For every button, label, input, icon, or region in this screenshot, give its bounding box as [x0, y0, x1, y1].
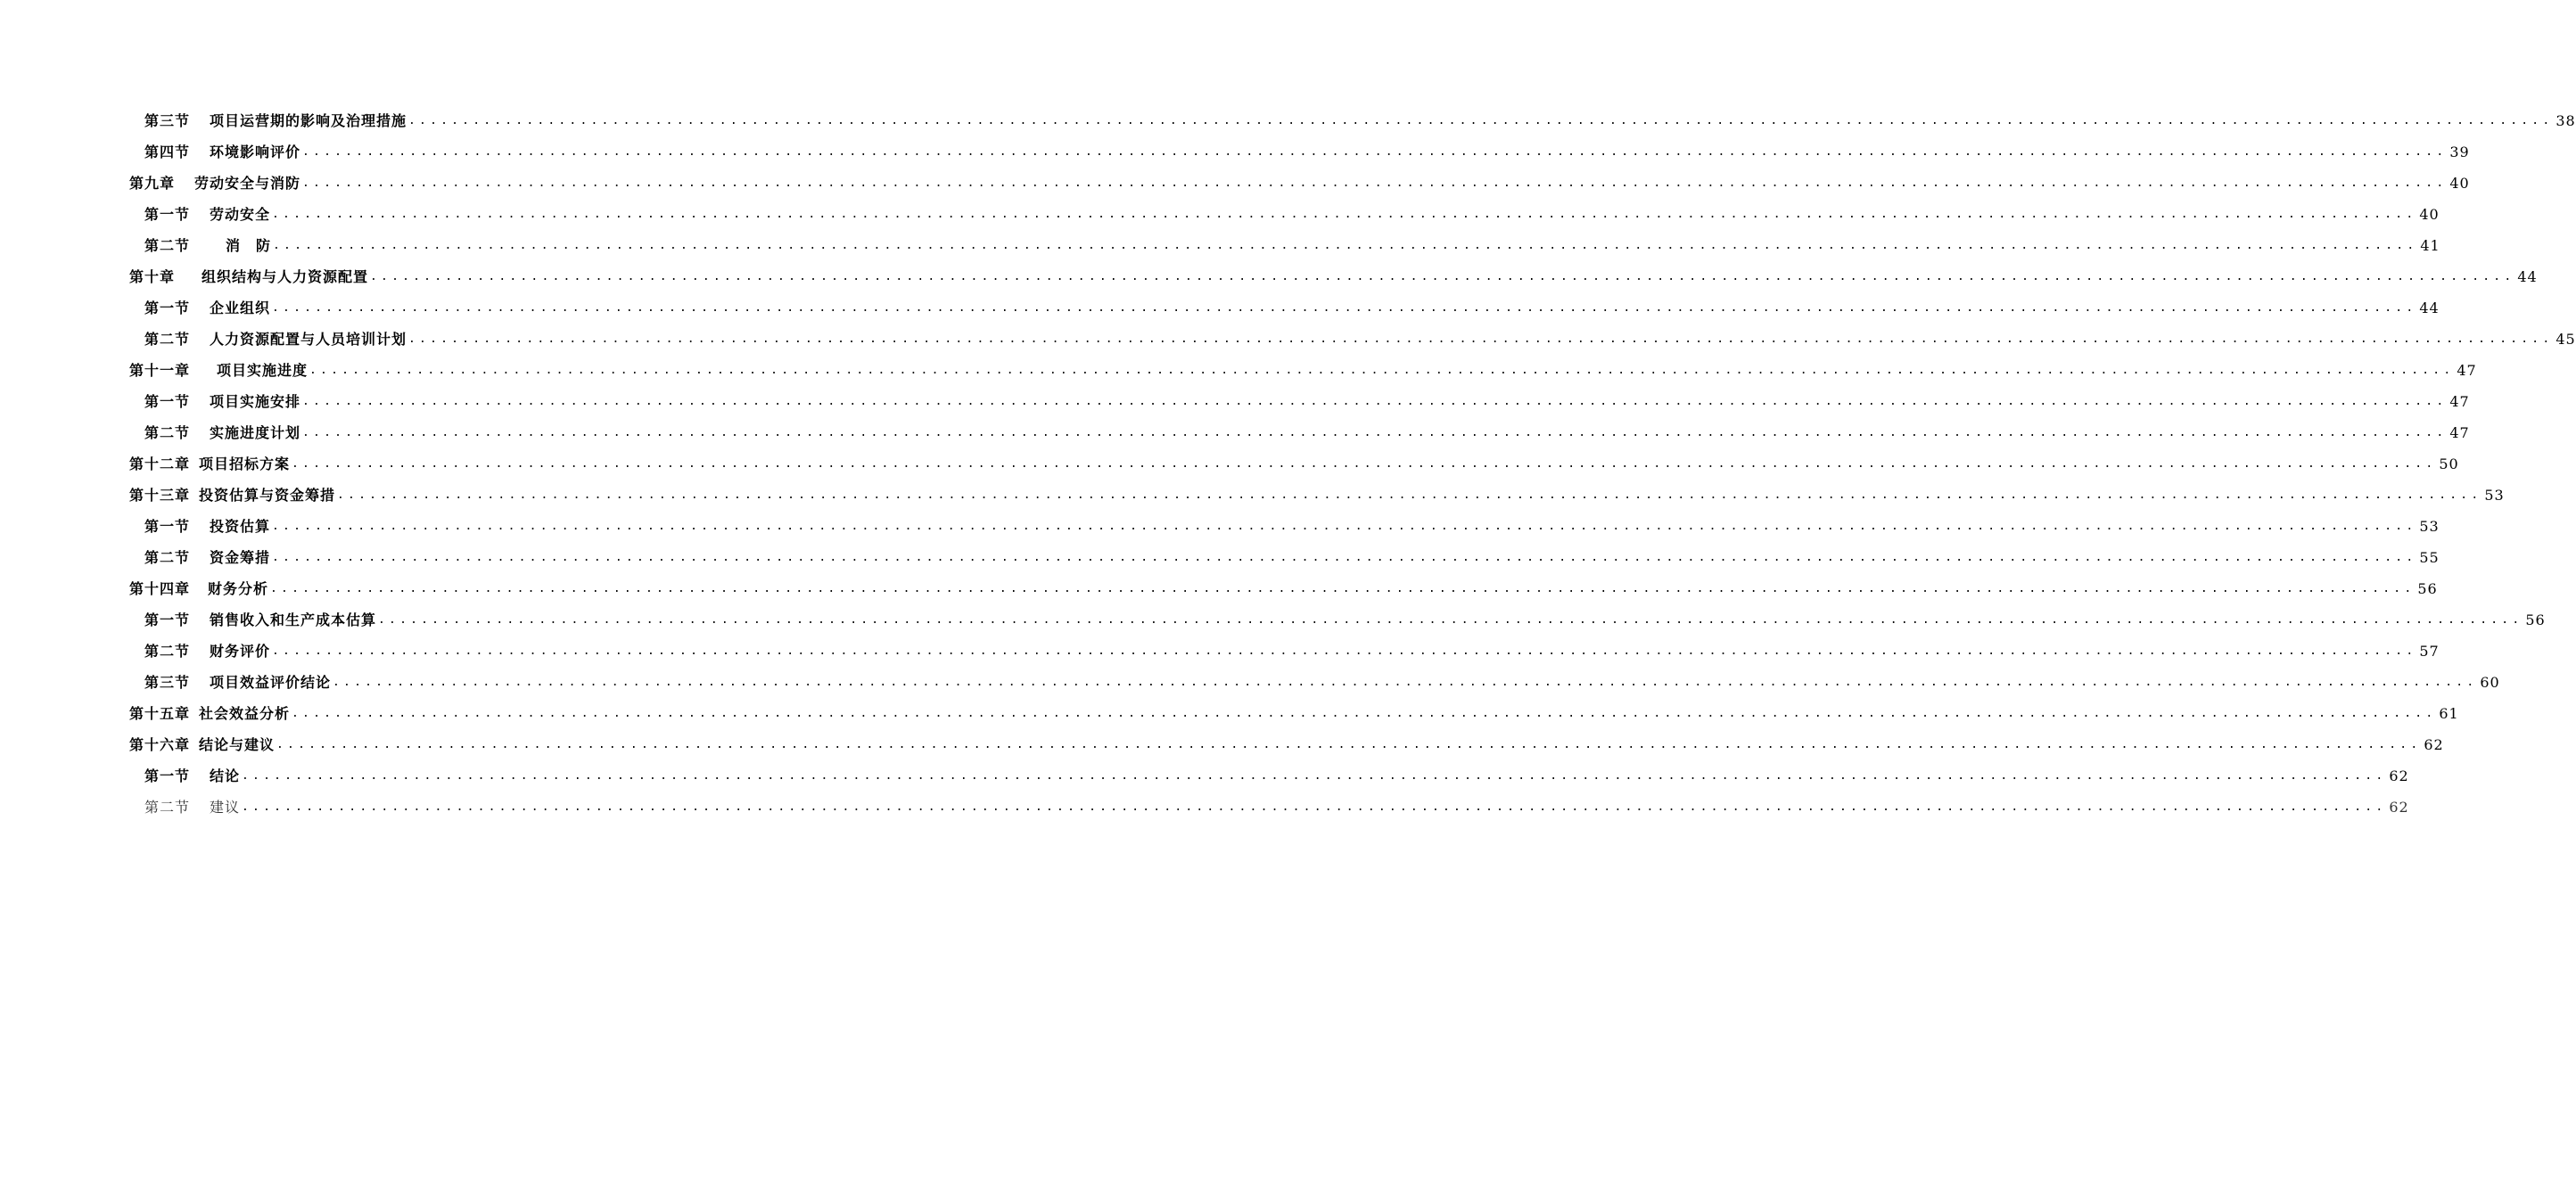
toc-entry-label: 第一节 [144, 611, 191, 628]
toc-page-number: 41 [2420, 237, 2440, 254]
toc-entry-label: 第三节 [144, 674, 191, 691]
toc-chapter-entry[interactable] [129, 573, 2438, 604]
toc-entry-label: 第二节 [144, 799, 191, 816]
toc-entry-label: 第九章 [129, 175, 176, 192]
toc-entry-title: 劳动安全 [210, 206, 271, 223]
toc-dot-leader: ........................................................................................................................................................................................................ [242, 800, 2387, 814]
toc-chapter-entry[interactable] [129, 261, 2538, 292]
toc-page-number: 62 [2389, 799, 2409, 816]
toc-section-entry[interactable] [144, 511, 2440, 542]
toc-entry-label: 第一节 [144, 393, 191, 410]
toc-entry-title: 投资估算 [210, 518, 271, 535]
toc-section-entry[interactable] [144, 604, 2546, 636]
toc-entry-label: 第二节 [144, 549, 191, 566]
toc-chapter-entry[interactable] [129, 355, 2477, 386]
toc-section-entry[interactable] [144, 636, 2440, 667]
toc-entry-title: 环境影响评价 [210, 144, 301, 160]
toc-entry-label: 第二节 [144, 237, 191, 254]
toc-entry-title: 销售收入和生产成本估算 [210, 611, 377, 628]
toc-page-number: 57 [2419, 643, 2440, 660]
toc-entry-label: 第十二章 [129, 455, 191, 472]
toc-section-entry[interactable] [144, 230, 2440, 261]
toc-entry-title: 财务评价 [210, 643, 271, 660]
toc-entry-title: 人力资源配置与人员培训计划 [210, 331, 407, 348]
toc-section-entry[interactable] [144, 760, 2409, 792]
toc-entry-label: 第十章 [129, 268, 176, 285]
toc-entry-title: 结论与建议 [199, 736, 276, 753]
toc-entry-label: 第十六章 [129, 736, 191, 753]
toc-section-entry[interactable] [144, 667, 2500, 698]
table-of-contents [0, 105, 2576, 823]
toc-page-number: 40 [2419, 206, 2440, 223]
toc-section-entry[interactable] [144, 324, 2576, 355]
toc-page-number: 38 [2555, 112, 2576, 129]
toc-dot-leader: ........................................................................................................................................................................................................ [408, 114, 2554, 127]
toc-entry-title: 项目实施进度 [217, 362, 309, 379]
toc-entry-title: 社会效益分析 [199, 705, 291, 722]
toc-entry-title: 结论 [210, 767, 241, 784]
toc-entry-label: 第二节 [144, 643, 191, 660]
toc-section-entry[interactable] [144, 105, 2576, 136]
toc-dot-leader: ........................................................................................................................................................................................................ [270, 582, 2416, 595]
toc-entry-label: 第十一章 [129, 362, 191, 379]
toc-dot-leader: ........................................................................................................................................................................................................ [272, 520, 2417, 533]
toc-chapter-entry[interactable] [129, 448, 2459, 480]
toc-entry-label: 第十四章 [129, 580, 191, 597]
toc-entry-label: 第十三章 [129, 487, 191, 504]
toc-dot-leader: ........................................................................................................................................................................................................ [337, 488, 2482, 502]
toc-entry-title: 项目运营期的影响及治理措施 [210, 112, 407, 129]
toc-dot-leader: ........................................................................................................................................................................................................ [333, 676, 2478, 689]
toc-entry-title: 实施进度计划 [210, 424, 301, 441]
toc-page-number: 60 [2480, 674, 2500, 691]
toc-section-entry[interactable] [144, 542, 2440, 573]
toc-dot-leader: ........................................................................................................................................................................................................ [272, 301, 2417, 315]
toc-page-number: 53 [2484, 487, 2505, 504]
toc-dot-leader: ........................................................................................................................................................................................................ [292, 457, 2437, 471]
toc-page-number: 44 [2517, 268, 2538, 285]
toc-dot-leader: ........................................................................................................................................................................................................ [408, 332, 2554, 346]
toc-section-entry[interactable] [144, 199, 2440, 230]
toc-chapter-entry[interactable] [129, 698, 2459, 729]
toc-entry-title: 组织结构与人力资源配置 [202, 268, 369, 285]
toc-page-number: 55 [2419, 549, 2440, 566]
toc-page-number: 61 [2439, 705, 2459, 722]
toc-entry-title: 劳动安全与消防 [194, 175, 301, 192]
toc-dot-leader: ........................................................................................................................................................................................................ [272, 208, 2417, 221]
toc-dot-leader: ........................................................................................................................................................................................................ [272, 644, 2417, 658]
toc-dot-leader: ........................................................................................................................................................................................................ [378, 613, 2523, 627]
toc-section-entry[interactable] [144, 417, 2470, 448]
toc-dot-leader: ........................................................................................................................................................................................................ [273, 239, 2418, 252]
toc-entry-label: 第一节 [144, 300, 191, 316]
toc-entry-title: 企业组织 [210, 300, 271, 316]
toc-entry-label: 第一节 [144, 206, 191, 223]
toc-entry-label: 第一节 [144, 767, 191, 784]
toc-dot-leader: ........................................................................................................................................................................................................ [272, 551, 2417, 564]
toc-entry-label: 第二节 [144, 331, 191, 348]
toc-page-number: 53 [2419, 518, 2440, 535]
toc-dot-leader: ........................................................................................................................................................................................................ [276, 738, 2422, 751]
toc-page-number: 39 [2449, 144, 2470, 160]
toc-section-entry[interactable] [144, 792, 2409, 823]
toc-entry-title: 消 防 [226, 237, 272, 254]
toc-page-number: 44 [2419, 300, 2440, 316]
toc-dot-leader: ........................................................................................................................................................................................................ [292, 707, 2437, 720]
toc-dot-leader: ........................................................................................................................................................................................................ [242, 769, 2387, 783]
toc-entry-title: 项目效益评价结论 [210, 674, 332, 691]
toc-chapter-entry[interactable] [129, 168, 2470, 199]
toc-chapter-entry[interactable] [129, 729, 2444, 760]
toc-page-number: 47 [2457, 362, 2477, 379]
toc-dot-leader: ........................................................................................................................................................................................................ [302, 145, 2448, 159]
toc-entry-label: 第二节 [144, 424, 191, 441]
toc-dot-leader: ........................................................................................................................................................................................................ [302, 395, 2448, 408]
toc-page-number: 47 [2449, 424, 2470, 441]
toc-entry-title: 资金筹措 [210, 549, 271, 566]
toc-page-number: 56 [2525, 611, 2546, 628]
toc-dot-leader: ........................................................................................................................................................................................................ [309, 364, 2455, 377]
toc-page-number: 62 [2424, 736, 2444, 753]
toc-page-number: 47 [2449, 393, 2470, 410]
toc-entry-label: 第三节 [144, 112, 191, 129]
toc-entry-label: 第一节 [144, 518, 191, 535]
toc-page-number: 62 [2389, 767, 2409, 784]
toc-page-number: 40 [2449, 175, 2470, 192]
toc-entry-title: 建议 [210, 799, 241, 816]
toc-section-entry[interactable] [144, 386, 2470, 417]
toc-section-entry[interactable] [144, 136, 2470, 168]
toc-chapter-entry[interactable] [129, 480, 2505, 511]
toc-page-number: 45 [2555, 331, 2576, 348]
toc-entry-title: 投资估算与资金筹措 [199, 487, 336, 504]
toc-dot-leader: ........................................................................................................................................................................................................ [302, 176, 2448, 190]
toc-entry-title: 财务分析 [208, 580, 269, 597]
toc-page-number: 50 [2439, 455, 2459, 472]
toc-page-number: 56 [2417, 580, 2438, 597]
toc-entry-label: 第四节 [144, 144, 191, 160]
toc-dot-leader: ........................................................................................................................................................................................................ [370, 270, 2515, 283]
toc-entry-title: 项目招标方案 [199, 455, 291, 472]
toc-dot-leader: ........................................................................................................................................................................................................ [302, 426, 2448, 439]
toc-entry-title: 项目实施安排 [210, 393, 301, 410]
toc-entry-label: 第十五章 [129, 705, 191, 722]
toc-section-entry[interactable] [144, 292, 2440, 324]
